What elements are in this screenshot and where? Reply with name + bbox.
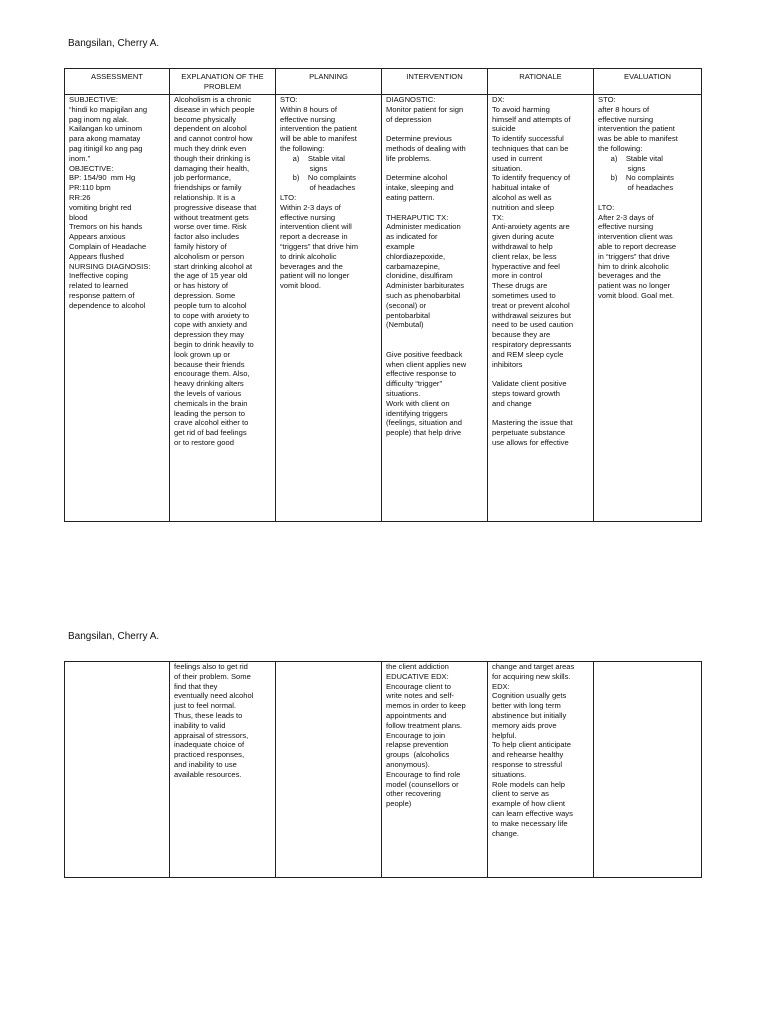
- text-line: Ineffective coping: [69, 271, 128, 281]
- text-line: write notes and self-: [386, 691, 454, 701]
- text-line: situation.: [492, 163, 523, 173]
- text-line: Cognition usually gets: [492, 691, 567, 701]
- text-line: to drink alcoholic: [280, 251, 337, 261]
- assessment-cell: [65, 95, 170, 522]
- text-line: “hindi ko mapigilan ang: [69, 104, 148, 114]
- text-line: because they are: [492, 330, 551, 340]
- text-line: begin to drink heavily to: [174, 339, 254, 349]
- text-line: Work with client on: [386, 398, 450, 408]
- text-line: [492, 409, 589, 419]
- text-line: cope with anxiety and: [174, 320, 248, 330]
- text-line: after 8 hours of: [598, 104, 650, 114]
- text-line: memory aids prove: [492, 720, 557, 730]
- text-line: able to report decrease: [598, 241, 677, 251]
- text-line: patient will no longer: [280, 271, 350, 281]
- text-line: PR:110 bpm: [69, 183, 111, 193]
- text-line: helpful.: [492, 730, 517, 740]
- text-line: TX:: [492, 212, 504, 222]
- text-line: EDUCATIVE EDX:: [386, 671, 449, 681]
- text-line: and cannot control how: [174, 134, 253, 144]
- text-line: and change: [492, 398, 532, 408]
- text-line: sometimes used to: [492, 290, 556, 300]
- text-line: heavy drinking alters: [174, 379, 244, 389]
- text-line: was be able to manifest: [598, 134, 678, 144]
- text-line: effective nursing: [280, 114, 336, 124]
- text-line: (Nembutal): [386, 320, 424, 330]
- text-line: and REM sleep cycle: [492, 349, 564, 359]
- text-line: damaging their health,: [174, 163, 250, 173]
- planning-cell-empty: [276, 662, 382, 878]
- text-line: inom.”: [69, 153, 91, 163]
- header-explanation: EXPLANATION OF THE PROBLEM: [170, 69, 276, 95]
- text-line: without treatment gets: [174, 212, 249, 222]
- text-line: of depression: [386, 114, 432, 124]
- explanation-cell: [170, 95, 276, 522]
- text-line: pag inom ng alak.: [69, 114, 129, 124]
- text-line: effective nursing: [280, 212, 336, 222]
- text-line: related to learned: [69, 281, 129, 291]
- text-line: DX:: [492, 95, 505, 104]
- text-line: [386, 330, 483, 340]
- text-line: for acquiring new skills.: [492, 671, 571, 681]
- text-line: memos in order to keep: [386, 701, 466, 711]
- text-line: techniques that can be: [492, 143, 569, 153]
- text-line: get rid of bad feelings: [174, 428, 247, 438]
- text-line: because their friends: [174, 359, 245, 369]
- text-line: STO:: [280, 95, 298, 104]
- text-line: model (counsellors or: [386, 779, 459, 789]
- text-line: These drugs are: [492, 281, 548, 291]
- text-line: beverages and the: [280, 261, 343, 271]
- assessment-cell-empty: [65, 662, 170, 878]
- text-line: b) No complaints: [598, 173, 674, 183]
- text-line: clonidine, disulfiram: [386, 271, 453, 281]
- text-line: abstinence but initially: [492, 710, 567, 720]
- text-line: Anti-anxiety agents are: [492, 222, 570, 232]
- header-evaluation: EVALUATION: [594, 69, 702, 95]
- evaluation-cell: [594, 95, 702, 522]
- text-line: chlordiazepoxide,: [386, 251, 446, 261]
- text-line: effective nursing: [598, 114, 654, 124]
- text-line: Within 2-3 days of: [280, 202, 341, 212]
- text-line: habitual intake of: [492, 183, 550, 193]
- text-line: job performance,: [174, 173, 231, 183]
- text-line: other recovering: [386, 789, 441, 799]
- text-line: himself and attempts of: [492, 114, 571, 124]
- text-line: “triggers” that drive him: [280, 241, 359, 251]
- text-line: Determine previous: [386, 134, 452, 144]
- text-line: change and target areas: [492, 662, 575, 671]
- text-line: encourage them. Also,: [174, 369, 250, 379]
- text-line: methods of dealing with: [386, 143, 466, 153]
- text-line: example of how client: [492, 799, 566, 809]
- text-line: just to feel normal.: [174, 701, 237, 711]
- text-line: follow treatment plans.: [386, 720, 462, 730]
- text-line: Validate client positive: [492, 379, 567, 389]
- text-line: inhibitors: [492, 359, 523, 369]
- text-line: chemicals in the brain: [174, 398, 248, 408]
- header-intervention: INTERVENTION: [382, 69, 488, 95]
- text-line: friendships or family: [174, 183, 242, 193]
- text-line: start drinking alcohol at: [174, 261, 253, 271]
- text-line: [492, 369, 589, 379]
- text-line: dependent on alcohol: [174, 124, 247, 134]
- text-line: change.: [492, 828, 520, 838]
- text-line: Administer medication: [386, 222, 461, 232]
- text-line: Administer barbiturates: [386, 281, 465, 291]
- text-line: when client applies new: [386, 359, 467, 369]
- text-line: and rehearse healthy: [492, 750, 564, 760]
- text-line: withdrawal to help: [492, 241, 553, 251]
- text-line: signs: [598, 163, 646, 173]
- care-plan-table-continued: [64, 661, 702, 878]
- text-line: client relax, be less: [492, 251, 557, 261]
- text-line: though their drinking is: [174, 153, 251, 163]
- text-line: more in control: [492, 271, 543, 281]
- text-line: depression they may: [174, 330, 245, 340]
- text-line: situations.: [492, 769, 527, 779]
- text-line: Thus, these leads to: [174, 710, 243, 720]
- text-line: leading the person to: [174, 408, 245, 418]
- text-line: intervention the patient: [280, 124, 357, 134]
- text-line: b) No complaints: [280, 173, 356, 183]
- text-line: intervention client will: [280, 222, 352, 232]
- text-line: vomit blood. Goal met.: [598, 290, 674, 300]
- text-line: STO:: [598, 95, 616, 104]
- text-line: such as phenobarbital: [386, 290, 461, 300]
- text-line: intake, sleeping and: [386, 183, 454, 193]
- explanation-cell: [170, 662, 276, 878]
- text-line: (feelings, situation and: [386, 418, 462, 428]
- text-line: Appears flushed: [69, 251, 124, 261]
- care-plan-table: [64, 68, 702, 522]
- text-line: dependence to alcohol: [69, 300, 146, 310]
- rationale-cell: [488, 662, 594, 878]
- text-line: THERAPUTIC TX:: [386, 212, 449, 222]
- text-line: or has history of: [174, 281, 229, 291]
- text-line: treat or prevent alcohol: [492, 300, 570, 310]
- text-line: To avoid harming: [492, 104, 550, 114]
- author-name-page2: Bangsilan, Cherry A.: [68, 631, 160, 642]
- text-line: effective nursing: [598, 222, 654, 232]
- text-line: patient was no longer: [598, 281, 671, 291]
- text-line: blood: [69, 212, 88, 222]
- text-line: Encourage to find role: [386, 769, 461, 779]
- text-line: people): [386, 799, 412, 809]
- text-line: or to restore good: [174, 437, 234, 447]
- text-line: the following:: [598, 143, 643, 153]
- text-line: groups (alcoholics: [386, 750, 450, 760]
- text-line: Encourage to join: [386, 730, 446, 740]
- text-line: Within 8 hours of: [280, 104, 337, 114]
- text-line: response pattern of: [69, 290, 135, 300]
- text-line: suicide: [492, 124, 516, 134]
- text-line: pag itinigil ko ang pag: [69, 143, 143, 153]
- header-planning: PLANNING: [276, 69, 382, 95]
- text-line: the client addiction: [386, 662, 449, 671]
- text-line: him to drink alcoholic: [598, 261, 669, 271]
- text-line: NURSING DIAGNOSIS:: [69, 261, 151, 271]
- text-line: respiratory depressants: [492, 339, 572, 349]
- text-line: and inability to use: [174, 759, 237, 769]
- text-line: the following:: [280, 143, 325, 153]
- text-line: [386, 124, 483, 134]
- text-line: To identify successful: [492, 134, 564, 144]
- text-line: become physically: [174, 114, 237, 124]
- text-line: situations.: [386, 388, 421, 398]
- text-line: pentobarbital: [386, 310, 430, 320]
- text-line: factor also includes: [174, 232, 240, 242]
- text-line: [386, 164, 483, 174]
- text-line: progressive disease that: [174, 202, 257, 212]
- text-line: To identify frequency of: [492, 173, 571, 183]
- header-assessment: ASSESSMENT: [65, 69, 170, 95]
- text-line: DIAGNOSTIC:: [386, 95, 436, 104]
- text-line: as indicated for: [386, 232, 438, 242]
- text-line: [386, 340, 483, 350]
- text-line: to make necessary life: [492, 818, 568, 828]
- text-line: of their problem. Some: [174, 671, 251, 681]
- text-line: need to be used caution: [492, 320, 574, 330]
- text-line: signs: [280, 163, 328, 173]
- text-line: appraisal of stressors,: [174, 730, 249, 740]
- text-line: available resources.: [174, 769, 242, 779]
- text-line: much they drink even: [174, 143, 247, 153]
- text-line: relationship. It is a: [174, 192, 236, 202]
- text-line: BP: 154/90 mm Hg: [69, 173, 136, 183]
- text-line: After 2-3 days of: [598, 212, 654, 222]
- text-line: intervention the patient: [598, 124, 675, 134]
- text-line: vomit blood.: [280, 281, 321, 291]
- text-line: practiced responses,: [174, 750, 245, 760]
- text-line: perpetuate substance: [492, 428, 566, 438]
- text-line: relapse prevention: [386, 740, 449, 750]
- text-line: inability to valid: [174, 720, 226, 730]
- text-line: Encourage client to: [386, 681, 452, 691]
- header-row: [65, 69, 702, 95]
- text-line: a) Stable vital: [280, 153, 345, 163]
- text-line: eating pattern.: [386, 192, 435, 202]
- intervention-cell: [382, 662, 488, 878]
- text-line: feelings also to get rid: [174, 662, 248, 671]
- text-line: report a decrease in: [280, 232, 348, 242]
- text-line: the levels of various: [174, 388, 242, 398]
- text-line: family history of: [174, 241, 227, 251]
- text-line: to cope with anxiety to: [174, 310, 250, 320]
- text-line: appointments and: [386, 710, 447, 720]
- text-line: EDX:: [492, 681, 510, 691]
- text-line: alcoholism or person: [174, 251, 245, 261]
- text-line: find that they: [174, 681, 218, 691]
- text-line: difficulty “trigger”: [386, 379, 442, 389]
- header-rationale: RATIONALE: [488, 69, 594, 95]
- text-line: in “triggers” that drive: [598, 251, 670, 261]
- text-line: steps toward growth: [492, 388, 560, 398]
- text-line: of headaches: [598, 183, 674, 193]
- text-line: life problems.: [386, 153, 432, 163]
- text-line: Kailangan ko uminom: [69, 124, 143, 134]
- text-line: Give positive feedback: [386, 349, 463, 359]
- text-line: withdrawal seizures but: [492, 310, 571, 320]
- text-line: crave alcohol either to: [174, 418, 249, 428]
- text-line: look grown up or: [174, 349, 231, 359]
- text-line: vomiting bright red: [69, 202, 132, 212]
- text-line: inadequate choice of: [174, 740, 245, 750]
- text-line: client to serve as: [492, 789, 549, 799]
- text-line: eventually need alcohol: [174, 691, 254, 701]
- text-line: Role models can help: [492, 779, 566, 789]
- text-line: Monitor patient for sign: [386, 104, 464, 114]
- text-line: the age of 15 year old: [174, 271, 248, 281]
- text-line: use allows for effective: [492, 437, 569, 447]
- text-line: people) that help drive: [386, 428, 462, 438]
- content-row-continued: [65, 662, 702, 878]
- text-line: Tremors on his hands: [69, 222, 143, 232]
- author-name: Bangsilan, Cherry A.: [68, 38, 160, 49]
- text-line: people turn to alcohol: [174, 300, 247, 310]
- text-line: worse over time. Risk: [174, 222, 247, 232]
- text-line: alcohol as well as: [492, 192, 552, 202]
- text-line: nutrition and sleep: [492, 202, 555, 212]
- text-line: of headaches: [280, 183, 356, 193]
- text-line: [386, 203, 483, 213]
- text-line: given during acute: [492, 232, 555, 242]
- text-line: used in current: [492, 153, 543, 163]
- text-line: example: [386, 241, 415, 251]
- text-line: can learn effective ways: [492, 808, 573, 818]
- text-line: hyperactive and feel: [492, 261, 560, 271]
- planning-cell: [276, 95, 382, 522]
- text-line: better with long term: [492, 701, 561, 711]
- text-line: Appears anxious: [69, 232, 126, 242]
- text-line: effective response to: [386, 369, 456, 379]
- content-row: [65, 95, 702, 522]
- text-line: Alcoholism is a chronic: [174, 95, 252, 104]
- text-line: carbamazepine,: [386, 261, 441, 271]
- evaluation-cell-empty: [594, 662, 702, 878]
- text-line: depression. Some: [174, 290, 236, 300]
- text-line: beverages and the: [598, 271, 661, 281]
- text-line: identifying triggers: [386, 408, 448, 418]
- text-line: will be able to manifest: [280, 134, 357, 144]
- text-line: (seconal) or: [386, 300, 427, 310]
- text-line: Mastering the issue that: [492, 418, 573, 428]
- text-line: para akong mamatay: [69, 134, 141, 144]
- text-line: disease in which people: [174, 104, 255, 114]
- text-line: LTO:: [280, 192, 297, 202]
- text-line: To help client anticipate: [492, 740, 571, 750]
- text-line: Complain of Headache: [69, 241, 147, 251]
- text-line: anonymous).: [386, 759, 430, 769]
- text-line: RR:26: [69, 192, 91, 202]
- text-line: a) Stable vital: [598, 153, 663, 163]
- text-line: [598, 193, 697, 203]
- text-line: intervention client was: [598, 232, 673, 242]
- text-line: OBJECTIVE:: [69, 163, 114, 173]
- text-line: Determine alcohol: [386, 173, 448, 183]
- rationale-cell: [488, 95, 594, 522]
- text-line: response to stressful: [492, 759, 563, 769]
- text-line: LTO:: [598, 202, 615, 212]
- text-line: SUBJECTIVE:: [69, 95, 118, 104]
- intervention-cell: [382, 95, 488, 522]
